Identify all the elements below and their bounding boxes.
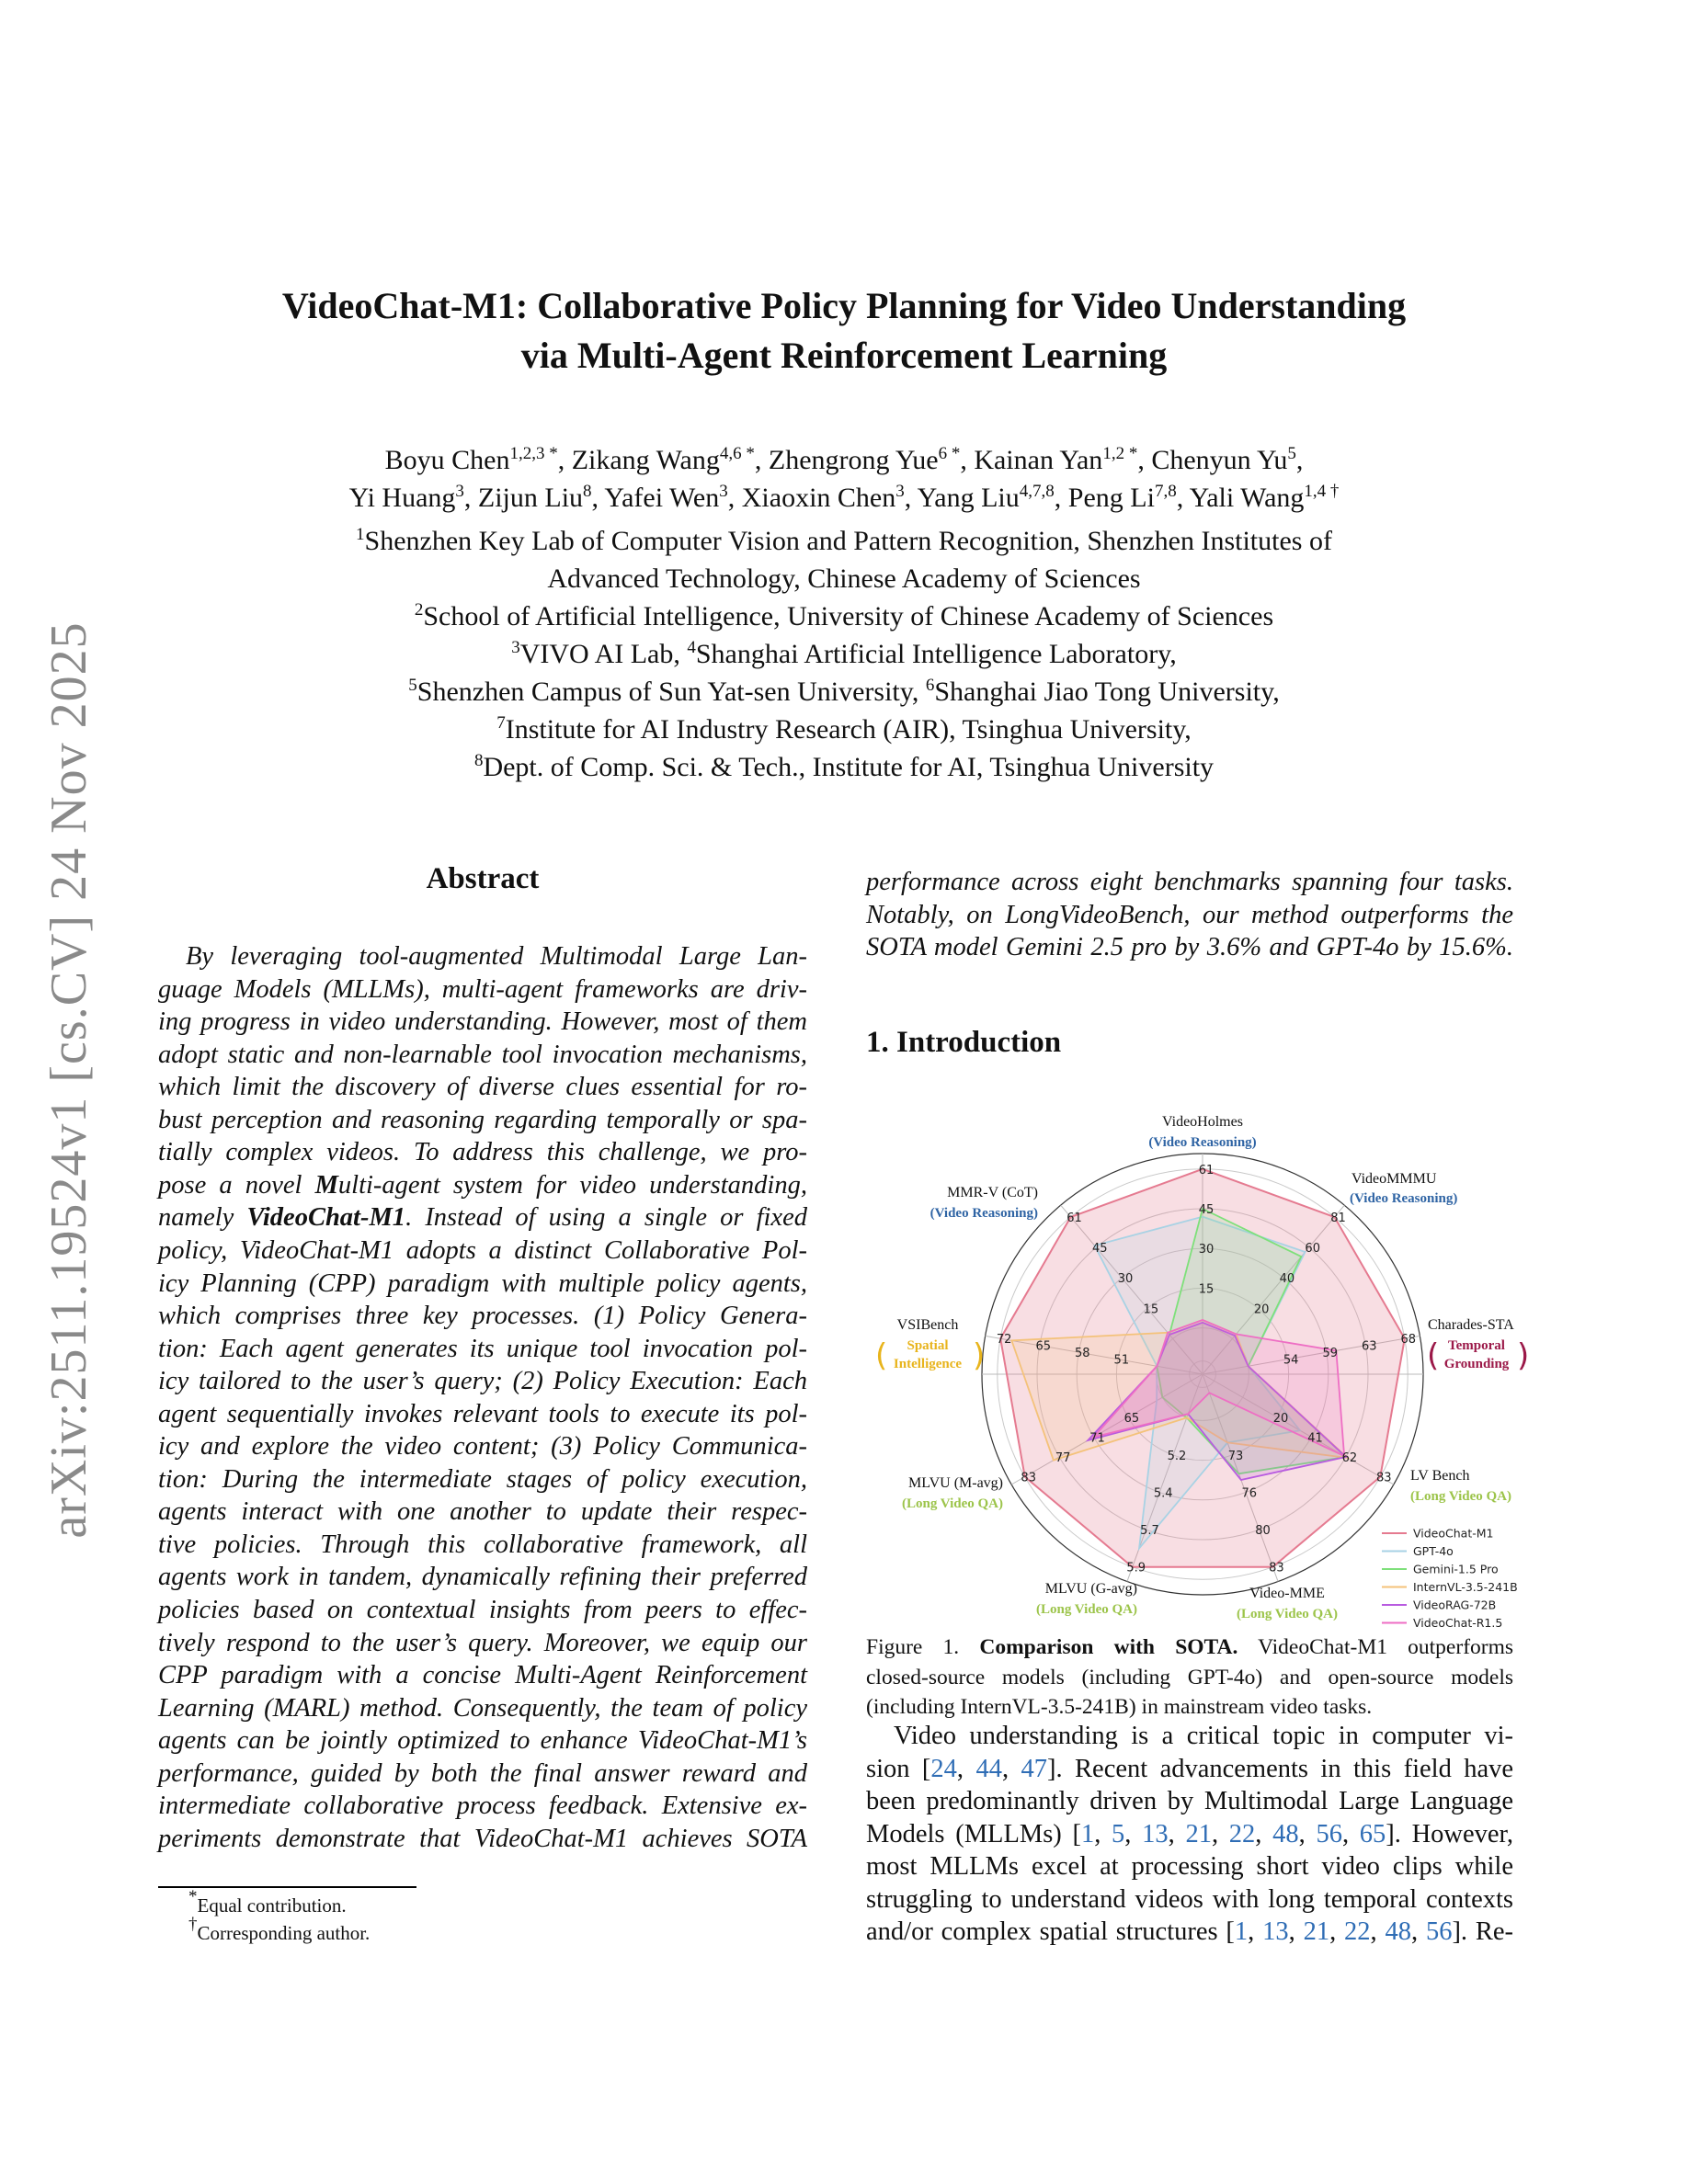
superscript: 3 xyxy=(895,482,905,501)
text-segment: tion: During the intermediate stages of policy execution, xyxy=(158,1464,807,1494)
text-segment: CPP paradigm with a concise Multi-Agent Reinforcement xyxy=(158,1661,807,1690)
superscript: 1 xyxy=(356,525,365,544)
text-line xyxy=(866,1786,1513,1817)
legend-label: Gemini-1.5 Pro xyxy=(1413,1562,1499,1576)
text-segment: namely xyxy=(158,1203,247,1233)
superscript: 4 xyxy=(687,638,696,657)
text-segment: policies based on contextual insights from peers to effec- xyxy=(158,1596,807,1624)
text-segment: , xyxy=(1329,1917,1345,1947)
superscript: 8 xyxy=(473,751,484,770)
text-line xyxy=(866,1851,1513,1883)
text-segment: Shanghai Artificial Intelligence Laboratory, xyxy=(695,639,1177,669)
text-line xyxy=(158,1105,807,1136)
text-segment: Yi Huang xyxy=(348,483,456,513)
text-segment: Figure 1. xyxy=(866,1635,980,1659)
tick-label: 45 xyxy=(1198,1203,1215,1217)
axis-label-videoholmes: VideoHolmes xyxy=(1162,1114,1243,1130)
axis-label-videommmu: VideoMMMU xyxy=(1352,1171,1437,1187)
text-segment: , xyxy=(1298,1819,1317,1848)
superscript: † xyxy=(188,1915,198,1934)
text-segment: , xyxy=(1295,445,1304,475)
citation-link[interactable]: 48 xyxy=(1272,1819,1299,1848)
text-segment: intermediate collaborative process feedback. Extensive ex- xyxy=(158,1792,807,1821)
text-segment: ]. Re- xyxy=(1452,1917,1514,1947)
text-segment: VideoChat-M1 xyxy=(246,1203,406,1233)
text-segment: Video understanding is a critical topic in computer vi- xyxy=(894,1722,1513,1750)
tick-label: 20 xyxy=(1272,1411,1289,1426)
affiliation-line xyxy=(0,673,1688,711)
text-segment: , Xiaoxin Chen xyxy=(727,483,896,513)
abstract-heading: Abstract xyxy=(426,862,540,895)
text-segment: tively respond to the user’s query. Moreover, we equip our xyxy=(158,1628,807,1657)
text-segment: Dept. of Comp. Sci. & Tech., Institute for AI, Tsinghua University xyxy=(483,752,1215,782)
citation-link[interactable]: 48 xyxy=(1385,1917,1411,1947)
text-segment: ulti-agent system for video understanding, xyxy=(337,1170,807,1200)
text-line xyxy=(188,1915,371,1947)
text-segment: , Peng Li xyxy=(1054,483,1155,513)
paper-title-line-2: via Multi-Agent Reinforcement Learning xyxy=(520,335,1168,376)
citation-link[interactable]: 24 xyxy=(930,1754,957,1783)
text-line xyxy=(158,1758,807,1790)
text-line xyxy=(158,1530,807,1561)
axis-category: (Long Video QA) xyxy=(901,1496,1003,1511)
text-segment: Notably, on LongVideoBench, our method outperforms the xyxy=(866,900,1513,929)
tick-label: 5.4 xyxy=(1153,1486,1173,1501)
affiliation-line xyxy=(0,748,1688,786)
axis-label-lv-bench: LV Bench xyxy=(1410,1468,1470,1484)
tick-label: 5.7 xyxy=(1140,1524,1159,1539)
text-line xyxy=(866,1754,1513,1785)
text-segment: bust perception and reasoning regarding temporally or spa- xyxy=(158,1105,807,1134)
text-line xyxy=(158,1334,807,1365)
text-segment: , xyxy=(1370,1917,1386,1947)
axis-category: Temporal xyxy=(1448,1338,1505,1353)
text-segment: , Yang Liu xyxy=(904,483,1020,513)
text-segment: icy Planning (CPP) paradigm with multiple policy agents, xyxy=(158,1268,807,1298)
text-segment: Shenzhen Key Lab of Computer Vision and Pattern Recognition, Shenzhen Institutes of xyxy=(364,526,1332,556)
citation-link[interactable]: 44 xyxy=(975,1754,1002,1783)
tick-label: 59 xyxy=(1322,1347,1338,1361)
tick-label: 81 xyxy=(1330,1211,1346,1226)
text-segment: , xyxy=(1211,1819,1229,1848)
text-segment: , xyxy=(1001,1754,1021,1783)
chart-series xyxy=(1000,1169,1405,1567)
tick-label: 54 xyxy=(1283,1353,1299,1368)
affiliation-line xyxy=(0,635,1688,673)
citation-link[interactable]: 21 xyxy=(1303,1917,1330,1947)
axis-label-charades-sta: Charades-STA xyxy=(1428,1317,1514,1333)
text-segment: performance across eight benchmarks spanning four tasks. xyxy=(866,868,1513,896)
tick-label: 60 xyxy=(1305,1242,1320,1257)
text-segment: struggling to understand videos with long temporal contexts xyxy=(866,1884,1513,1914)
text-line xyxy=(186,941,807,973)
axis-category: (Video Reasoning) xyxy=(930,1206,1038,1221)
citation-link[interactable]: 21 xyxy=(1185,1819,1212,1848)
superscript: 7,8 xyxy=(1154,482,1177,501)
text-line xyxy=(866,1662,1513,1693)
legend-label: VideoChat-R1.5 xyxy=(1413,1616,1503,1630)
tick-label: 5.9 xyxy=(1126,1561,1146,1575)
text-segment: , xyxy=(1248,1917,1263,1947)
citation-link[interactable]: 1 xyxy=(1080,1819,1095,1848)
text-segment: agents can be jointly optimized to enhance VideoChat-M1’s xyxy=(158,1726,807,1756)
superscript: 5 xyxy=(1287,444,1296,463)
superscript: 3 xyxy=(455,482,464,501)
text-line xyxy=(158,1693,807,1724)
axis-category: (Long Video QA) xyxy=(1236,1607,1339,1621)
citation-link[interactable]: 56 xyxy=(1316,1819,1342,1848)
text-segment: icy and explore the video content; (3) Policy Communica- xyxy=(158,1432,807,1462)
superscript: 2 xyxy=(414,600,424,620)
text-line xyxy=(158,1202,807,1234)
text-line xyxy=(158,1366,807,1397)
superscript: 7 xyxy=(496,713,506,733)
legend-label: VideoChat-M1 xyxy=(1413,1526,1494,1541)
tick-label: 15 xyxy=(1143,1302,1159,1317)
tick-label: 83 xyxy=(1269,1561,1284,1575)
text-segment: agents work in tandem, dynamically refining their preferred xyxy=(158,1563,807,1592)
text-segment: (including InternVL-3.5-241B) in mainstream video tasks. xyxy=(866,1695,1373,1719)
bracket-left: ( xyxy=(875,1337,888,1374)
bracket-right: ) xyxy=(1517,1337,1530,1374)
axis-label-vsibench: VSIBench xyxy=(896,1317,959,1333)
text-segment: tially complex videos. To address this challenge, we pro- xyxy=(158,1138,807,1167)
text-line xyxy=(866,1691,1513,1723)
tick-label: 5.2 xyxy=(1167,1449,1187,1463)
axis-label-video-mme: Video-MME xyxy=(1249,1586,1325,1601)
superscript: * xyxy=(188,1887,198,1906)
text-segment: Shenzhen Campus of Sun Yat-sen University, xyxy=(416,677,926,707)
tick-label: 30 xyxy=(1198,1243,1215,1257)
text-segment: sion [ xyxy=(866,1754,931,1783)
text-segment: , xyxy=(1168,1819,1186,1848)
tick-label: 61 xyxy=(1066,1211,1082,1226)
superscript: 8 xyxy=(583,482,592,501)
affiliation-line xyxy=(0,711,1688,748)
tick-label: 20 xyxy=(1253,1302,1270,1317)
text-segment: guage Models (MLLMs), multi-agent frameworks are driv- xyxy=(158,974,807,1004)
citation-link[interactable]: 13 xyxy=(1262,1917,1289,1947)
text-segment: School of Artificial Intelligence, University of Chinese Academy of Sciences xyxy=(423,601,1274,631)
text-segment: tion: Each agent generates its unique tool invocation pol- xyxy=(158,1334,807,1363)
text-segment: icy tailored to the user’s query; (2) Policy Execution: Each xyxy=(158,1367,807,1396)
tick-label: 80 xyxy=(1255,1524,1271,1539)
author-line xyxy=(0,441,1688,479)
text-segment: Advanced Technology, Chinese Academy of Sciences xyxy=(547,563,1141,594)
text-segment: Corresponding author. xyxy=(197,1922,371,1944)
text-line xyxy=(188,1887,347,1919)
axis-category: Grounding xyxy=(1443,1357,1510,1371)
superscript: 4,6 * xyxy=(719,444,755,463)
text-segment: and/or complex spatial structures [ xyxy=(866,1917,1235,1947)
text-line xyxy=(158,1595,807,1626)
text-segment: ]. Recent advancements in this field have xyxy=(1047,1754,1514,1783)
superscript: 3 xyxy=(719,482,728,501)
affiliation-line xyxy=(0,597,1688,635)
text-segment: , Kainan Yan xyxy=(960,445,1103,475)
text-segment: , xyxy=(956,1754,976,1783)
tick-label: 83 xyxy=(1376,1471,1392,1485)
text-line xyxy=(158,1072,807,1103)
tick-label: 77 xyxy=(1055,1451,1071,1465)
text-segment: agent sequentially invokes relevant tools to execute its pol- xyxy=(158,1399,807,1428)
text-segment: Equal contribution. xyxy=(197,1894,347,1917)
citation-link[interactable]: 22 xyxy=(1228,1819,1256,1848)
superscript: 4,7,8 xyxy=(1019,482,1055,501)
axis-category: (Video Reasoning) xyxy=(1350,1191,1458,1206)
text-line xyxy=(158,1464,807,1496)
text-segment: , Yafei Wen xyxy=(591,483,720,513)
text-segment: Models (MLLMs) [ xyxy=(866,1819,1081,1848)
axis-category: Spatial xyxy=(907,1338,949,1353)
tick-label: 76 xyxy=(1241,1486,1258,1501)
text-segment: VIVO AI Lab, xyxy=(519,639,688,669)
text-segment: pose a novel xyxy=(158,1170,315,1200)
tick-label: 45 xyxy=(1092,1242,1108,1257)
text-line xyxy=(158,1137,807,1168)
tick-label: 30 xyxy=(1117,1272,1134,1287)
bracket-left: ( xyxy=(1427,1337,1440,1374)
text-line xyxy=(894,1721,1513,1752)
text-segment: performance, guided by both the final answer reward and xyxy=(158,1758,807,1788)
text-line xyxy=(158,1040,807,1071)
author-line xyxy=(0,479,1688,517)
text-segment: which limit the discovery of diverse clues essential for ro- xyxy=(158,1073,807,1102)
text-line xyxy=(158,1235,807,1267)
text-line xyxy=(158,1007,807,1038)
introduction-heading: 1. Introduction xyxy=(866,1026,1062,1059)
text-segment: periments demonstrate that VideoChat-M1 achieves SOTA xyxy=(158,1824,807,1853)
tick-label: 73 xyxy=(1227,1449,1244,1463)
text-segment: policy, VideoChat-M1 adopts a distinct Collaborative Pol- xyxy=(158,1235,807,1265)
superscript: 1,4 † xyxy=(1304,482,1340,501)
text-segment: ]. However, xyxy=(1386,1819,1514,1848)
arxiv-identifier: arXiv:2511.19524v1 [cs.CV] 24 Nov 2025 xyxy=(40,621,97,1539)
text-segment: , Zijun Liu xyxy=(463,483,584,513)
tick-label: 41 xyxy=(1307,1431,1323,1446)
text-segment: SOTA model Gemini 2.5 pro by 3.6% and GPT-4o by 15.6%. xyxy=(866,933,1513,962)
text-segment: adopt static and non-learnable tool invocation mechanisms, xyxy=(158,1040,807,1069)
axis-category: (Long Video QA) xyxy=(1410,1489,1512,1504)
paper-title-line-1: VideoChat-M1: Collaborative Policy Planning for Video Understanding xyxy=(281,285,1407,326)
axis-label-mmr-v: MMR-V (CoT) xyxy=(947,1185,1038,1200)
superscript: 1,2 * xyxy=(1102,444,1138,463)
tick-label: 40 xyxy=(1279,1272,1295,1287)
text-line xyxy=(158,1791,807,1822)
legend-label: VideoRAG-72B xyxy=(1413,1598,1497,1612)
text-segment: closed-source models (including GPT-4o) and open-source models xyxy=(866,1665,1513,1689)
citation-link[interactable]: 65 xyxy=(1359,1819,1386,1848)
text-segment: Learning (MARL) method. Consequently, the team of policy xyxy=(158,1693,807,1723)
superscript: 3 xyxy=(511,638,520,657)
text-segment: agents interact with one another to update their respec- xyxy=(158,1497,807,1527)
text-segment: VideoChat-M1 outperforms xyxy=(1237,1635,1514,1659)
text-segment: . Instead of using a single or fixed xyxy=(405,1203,807,1233)
text-segment: Comparison with SOTA. xyxy=(979,1635,1238,1659)
tick-label: 58 xyxy=(1075,1347,1090,1361)
text-segment: , xyxy=(1124,1819,1143,1848)
text-line xyxy=(866,1819,1513,1850)
text-segment: ing progress in video understanding. However, most of them xyxy=(158,1007,807,1037)
text-line xyxy=(158,1725,807,1757)
text-segment: Institute for AI Industry Research (AIR), Tsinghua University, xyxy=(505,714,1192,745)
citation-link[interactable]: 1 xyxy=(1234,1917,1249,1947)
text-segment: , xyxy=(1410,1917,1426,1947)
text-segment: which comprises three key processes. (1) Policy Genera- xyxy=(158,1302,807,1331)
text-line xyxy=(158,1496,807,1528)
text-segment: Boyu Chen xyxy=(384,445,510,475)
text-segment: , Zikang Wang xyxy=(557,445,720,475)
axis-category: (Long Video QA) xyxy=(1035,1602,1137,1617)
text-line xyxy=(158,1562,807,1593)
text-segment: , Zhengrong Yue xyxy=(754,445,939,475)
text-line xyxy=(158,1170,807,1201)
text-line xyxy=(158,1431,807,1462)
text-line xyxy=(158,974,807,1006)
text-segment: most MLLMs excel at processing short video clips while xyxy=(866,1852,1513,1882)
citation-link[interactable]: 13 xyxy=(1142,1819,1169,1848)
tick-label: 65 xyxy=(1123,1411,1140,1426)
tick-label: 71 xyxy=(1089,1431,1105,1446)
superscript: 6 * xyxy=(938,444,961,463)
text-segment: By leveraging tool-augmented Multimodal Large Lan- xyxy=(186,942,807,971)
tick-label: 15 xyxy=(1198,1282,1215,1297)
axis-label-mlvu-g-avg: MLVU (G-avg) xyxy=(1044,1581,1137,1597)
text-segment: , xyxy=(1341,1819,1360,1848)
text-line xyxy=(158,1660,807,1691)
axis-label-mlvu-m-avg: MLVU (M-avg) xyxy=(908,1475,1003,1491)
bracket-right: ) xyxy=(973,1337,986,1374)
text-line xyxy=(866,932,1513,963)
superscript: 5 xyxy=(408,676,417,695)
tick-label: 63 xyxy=(1361,1339,1377,1354)
text-line xyxy=(866,867,1513,898)
superscript: 1,2,3 * xyxy=(509,444,558,463)
tick-label: 83 xyxy=(1021,1471,1036,1485)
tick-label: 61 xyxy=(1198,1163,1215,1177)
axis-category: Intelligence xyxy=(893,1357,963,1371)
tick-label: 68 xyxy=(1400,1333,1417,1348)
radar-chart xyxy=(864,1094,1530,1636)
text-line xyxy=(158,1301,807,1332)
text-segment: , xyxy=(1255,1819,1273,1848)
tick-label: 72 xyxy=(996,1333,1012,1348)
text-line xyxy=(158,1399,807,1430)
text-line xyxy=(866,900,1513,931)
superscript: 6 xyxy=(925,676,935,695)
tick-label: 51 xyxy=(1113,1353,1130,1368)
axis-category: (Video Reasoning) xyxy=(1148,1135,1257,1150)
text-segment: M xyxy=(314,1170,338,1200)
tick-label: 65 xyxy=(1035,1339,1052,1354)
text-segment: been predominantly driven by Multimodal Large Language xyxy=(866,1787,1513,1816)
chart-legend xyxy=(1382,1527,1518,1631)
text-segment: tive policies. Through this collaborative framework, all xyxy=(158,1530,807,1559)
text-segment: Shanghai Jiao Tong University, xyxy=(934,677,1280,707)
text-line xyxy=(158,1628,807,1659)
text-segment: , xyxy=(1094,1819,1112,1848)
citation-link[interactable]: 56 xyxy=(1425,1917,1453,1947)
text-line xyxy=(866,1884,1513,1916)
citation-link[interactable]: 5 xyxy=(1112,1819,1125,1848)
text-line xyxy=(866,1632,1513,1663)
citation-link[interactable]: 22 xyxy=(1344,1917,1371,1947)
text-segment: , Chenyun Yu xyxy=(1137,445,1288,475)
text-line xyxy=(866,1917,1513,1948)
affiliation-line xyxy=(0,522,1688,560)
text-line xyxy=(158,1268,807,1300)
legend-label: InternVL-3.5-241B xyxy=(1413,1580,1518,1594)
tick-label: 62 xyxy=(1341,1451,1358,1465)
affiliation-line xyxy=(0,560,1688,597)
citation-link[interactable]: 47 xyxy=(1021,1754,1048,1783)
legend-label: GPT-4o xyxy=(1413,1544,1454,1558)
text-segment: , xyxy=(1288,1917,1304,1947)
text-line xyxy=(158,1824,807,1855)
text-segment: , Yali Wang xyxy=(1176,483,1305,513)
